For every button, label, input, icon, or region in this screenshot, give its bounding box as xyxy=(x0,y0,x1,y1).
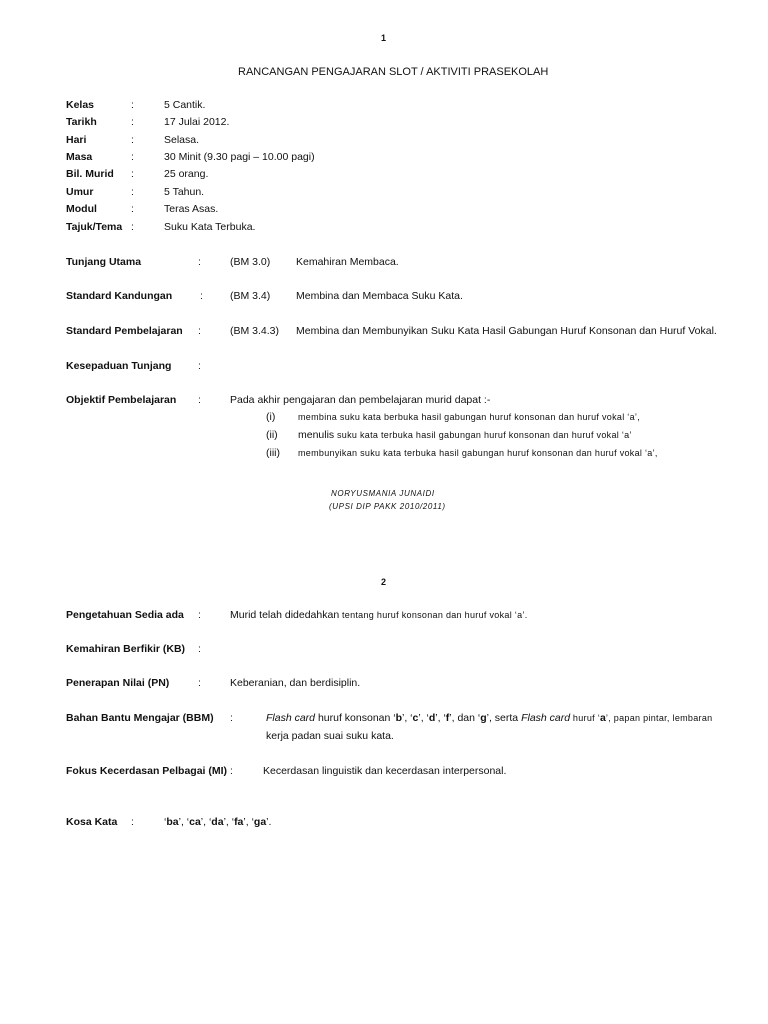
bbm-text: ’, ‘ xyxy=(402,712,413,724)
standard-pembelajaran-colon: : xyxy=(198,325,201,337)
info-value-tarikh: 17 Julai 2012. xyxy=(164,116,230,128)
info-label-tarikh: Tarikh xyxy=(66,116,97,128)
bbm-text: ’, ‘ xyxy=(435,712,446,724)
kosa-kata-word: fa xyxy=(234,816,244,828)
penerapan-nilai-colon: : xyxy=(198,677,201,689)
objektif-item-number: (ii) xyxy=(266,429,278,441)
penerapan-nilai-label: Penerapan Nilai (PN) xyxy=(66,677,170,689)
kesepaduan-tunjang-label: Kesepaduan Tunjang xyxy=(66,360,172,372)
standard-kandungan-code: (BM 3.4) xyxy=(230,290,271,302)
kosa-kata-word: ca xyxy=(189,816,201,828)
info-value-tajuk: Suku Kata Terbuka. xyxy=(164,221,256,233)
bbm-value-line-1 xyxy=(266,712,712,724)
info-colon: : xyxy=(131,99,134,111)
page-title: RANCANGAN PENGAJARAN SLOT / AKTIVITI PRASEKOLAH xyxy=(238,66,549,78)
bbm-text: ’, dan ‘ xyxy=(449,712,481,724)
fokus-value: Kecerdasan linguistik dan kecerdasan interpersonal. xyxy=(263,765,507,777)
kesepaduan-tunjang-colon: : xyxy=(198,360,201,372)
page-number-1: 1 xyxy=(381,33,387,43)
bbm-value-line-2: kerja padan suai suku kata. xyxy=(266,730,394,742)
info-colon: : xyxy=(131,168,134,180)
tunjang-utama-colon: : xyxy=(198,256,201,268)
kosa-kata-word: ba xyxy=(166,816,179,828)
fokus-label: Fokus Kecerdasan Pelbagai (MI) xyxy=(66,765,228,777)
info-value-bil-murid: 25 orang. xyxy=(164,168,209,180)
bbm-letter: a xyxy=(600,712,606,724)
bbm-flash-card: Flash card xyxy=(521,712,571,724)
kosa-kata-list: ‘ba’, ‘ca’, ‘da’, ‘fa’, ‘ga’. xyxy=(164,816,272,828)
info-colon: : xyxy=(131,186,134,198)
info-label-bil-murid: Bil. Murid xyxy=(66,168,114,180)
kemahiran-berfikir-label: Kemahiran Berfikir (KB) xyxy=(66,643,186,655)
kosa-kata-label: Kosa Kata xyxy=(66,816,118,828)
info-label-tajuk: Tajuk/Tema xyxy=(66,221,123,233)
bbm-letter: b xyxy=(395,712,403,724)
info-colon: : xyxy=(131,116,134,128)
objektif-item-number: (iii) xyxy=(266,447,280,459)
objektif-item-prefix: menulis xyxy=(298,429,335,441)
objektif-item-text: membunyikan suku kata terbuka hasil gabungan huruf konsonan dan huruf vokal ‘a’, xyxy=(298,448,658,458)
bbm-flash-card: Flash card xyxy=(266,712,316,724)
pengetahuan-value xyxy=(230,609,528,621)
bbm-letter: c xyxy=(412,712,419,724)
kemahiran-berfikir-colon: : xyxy=(198,643,201,655)
objektif-item-rest: suku kata terbuka hasil gabungan huruf konsonan dan huruf vokal ‘a’ xyxy=(334,430,632,440)
info-colon: : xyxy=(131,203,134,215)
standard-pembelajaran-text: Membina dan Membunyikan Suku Kata Hasil Gabungan Huruf Konsonan dan Huruf Vokal. xyxy=(296,325,717,337)
objektif-label: Objektif Pembelajaran xyxy=(66,394,177,406)
bbm-letter: g xyxy=(480,712,487,724)
info-label-modul: Modul xyxy=(66,203,97,215)
bbm-text: ’, papan pintar, lembaran xyxy=(605,713,713,723)
info-value-kelas: 5 Cantik. xyxy=(164,99,206,111)
objektif-item-number: (i) xyxy=(266,411,276,423)
kosa-kata-colon: : xyxy=(131,816,134,828)
standard-pembelajaran-code: (BM 3.4.3) xyxy=(230,325,280,337)
pengetahuan-colon: : xyxy=(198,609,201,621)
info-label-kelas: Kelas xyxy=(66,99,95,111)
info-value-modul: Teras Asas. xyxy=(164,203,219,215)
info-value-umur: 5 Tahun. xyxy=(164,186,205,198)
info-value-hari: Selasa. xyxy=(164,134,200,146)
pengetahuan-value-a: Murid telah didedahkan xyxy=(230,609,340,621)
page-number-2: 2 xyxy=(381,577,387,587)
objektif-colon: : xyxy=(198,394,201,406)
signature-name: NORYUSMANIA JUNAIDI xyxy=(331,489,435,498)
kosa-kata-word: da xyxy=(211,816,224,828)
signature-detail: (UPSI DIP PAKK 2010/2011) xyxy=(329,502,446,511)
fokus-colon: : xyxy=(230,765,233,777)
bbm-text: huruf konsonan ‘ xyxy=(315,712,396,724)
bbm-text: huruf ‘ xyxy=(570,713,601,723)
pengetahuan-label: Pengetahuan Sedia ada xyxy=(66,609,184,621)
objektif-intro: Pada akhir pengajaran dan pembelajaran murid dapat :- xyxy=(230,394,491,406)
bbm-colon: : xyxy=(230,712,233,724)
objektif-item-text: membina suku kata berbuka hasil gabungan huruf konsonan dan huruf vokal ‘a’, xyxy=(298,412,641,422)
info-colon: : xyxy=(131,151,134,163)
info-colon: : xyxy=(131,221,134,233)
standard-kandungan-text: Membina dan Membaca Suku Kata. xyxy=(296,290,463,302)
tunjang-utama-label: Tunjang Utama xyxy=(66,256,142,268)
pengetahuan-value-b: tentang huruf konsonan dan huruf vokal ‘a’. xyxy=(339,610,528,620)
info-label-masa: Masa xyxy=(66,151,93,163)
objektif-item-text xyxy=(298,429,632,441)
info-value-masa: 30 Minit (9.30 pagi – 10.00 pagi) xyxy=(164,151,315,163)
tunjang-utama-code: (BM 3.0) xyxy=(230,256,271,268)
bbm-text: ’, ‘ xyxy=(418,712,429,724)
bbm-letter: d xyxy=(428,712,436,724)
standard-kandungan-colon: : xyxy=(200,290,203,302)
info-label-hari: Hari xyxy=(66,134,87,146)
tunjang-utama-text: Kemahiran Membaca. xyxy=(296,256,399,268)
bbm-text: ’, serta xyxy=(486,712,522,724)
penerapan-nilai-value: Keberanian, dan berdisiplin. xyxy=(230,677,361,689)
kosa-kata-word: ga xyxy=(253,816,267,828)
standard-kandungan-label: Standard Kandungan xyxy=(66,290,173,302)
standard-pembelajaran-label: Standard Pembelajaran xyxy=(66,325,183,337)
info-label-umur: Umur xyxy=(66,186,94,198)
bbm-label: Bahan Bantu Mengajar (BBM) xyxy=(66,712,214,724)
info-colon: : xyxy=(131,134,134,146)
bbm-letter: f xyxy=(445,712,450,724)
